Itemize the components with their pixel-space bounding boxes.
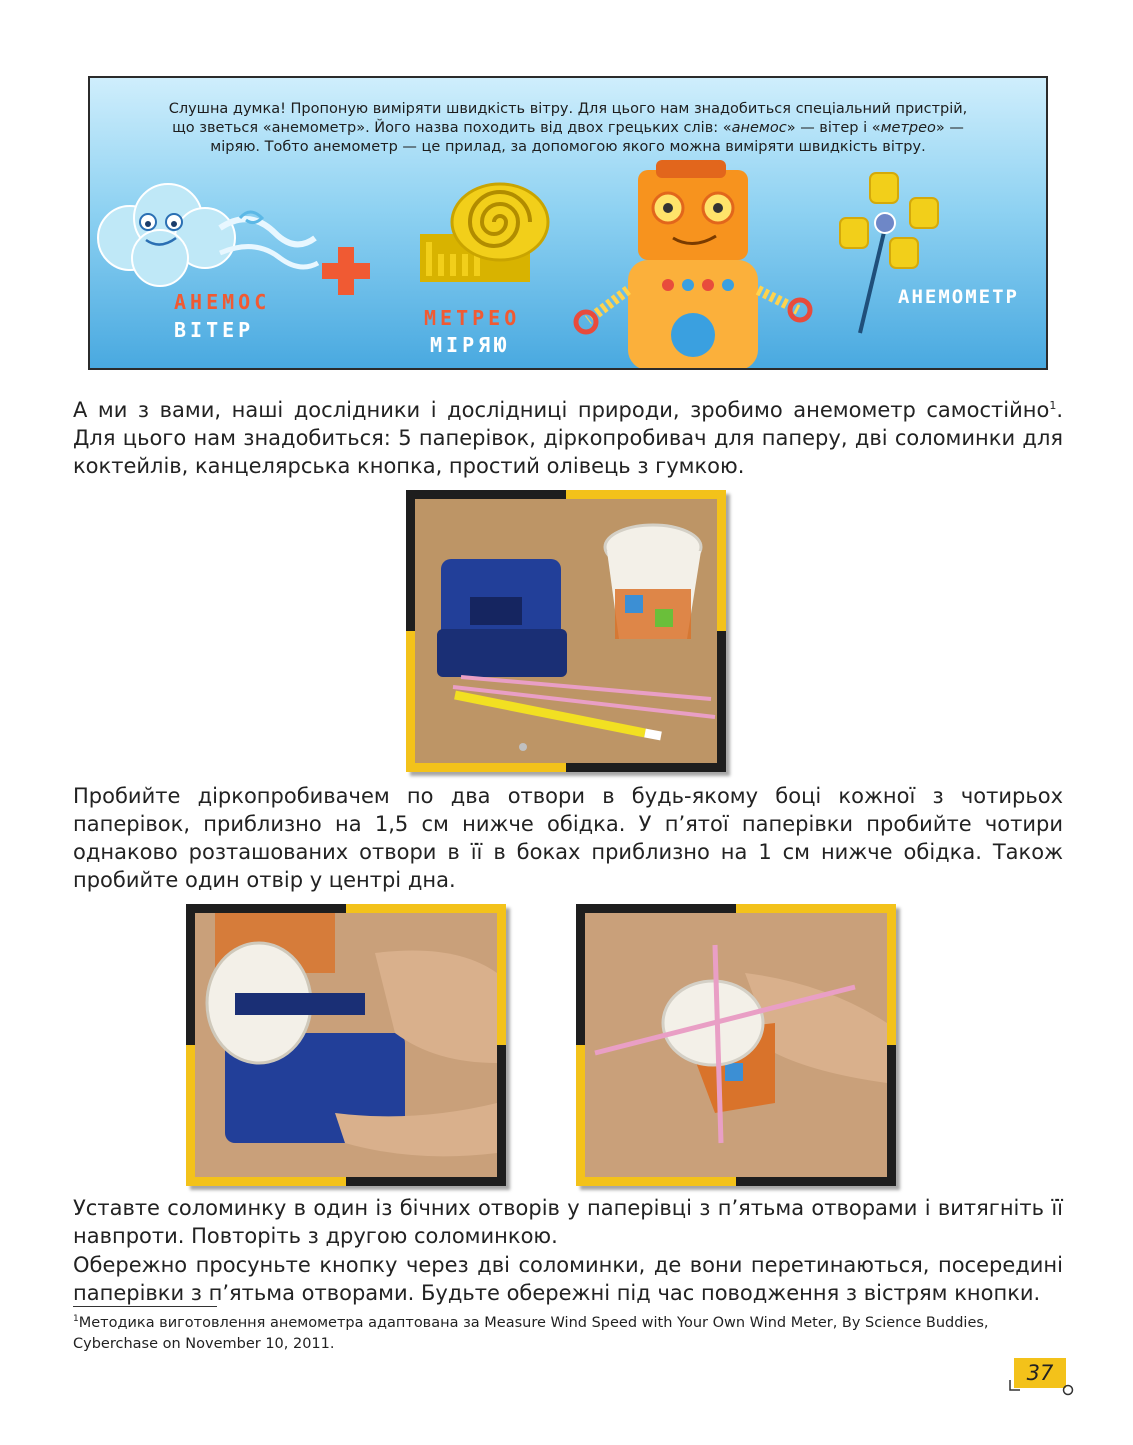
paragraph-push-pin: Обережно просуньте кнопку через дві соломинки, де вони перетинаються, посередині паперівки з п’ятьма отворами. Будьте обережні під час поводження з вістрям кнопки. bbox=[73, 1253, 1063, 1305]
banner-speech-text bbox=[120, 100, 1016, 157]
straws-in-cup-illustration bbox=[585, 913, 887, 1177]
wind-cloud-illustration bbox=[90, 178, 320, 288]
paragraph-insert-straws: Уставте соломинку в один із бічних отворів у паперівці з п’ятьма отворами і витягніть її навпроти. Повторіть з другою соломинкою. bbox=[73, 1196, 1063, 1248]
photo-straws-in-cup bbox=[576, 904, 896, 1186]
intro-banner bbox=[88, 76, 1048, 370]
punching-cup-illustration bbox=[195, 913, 497, 1177]
photo-materials bbox=[406, 490, 726, 772]
footnote-divider bbox=[73, 1306, 217, 1307]
banner-line-2: що зветься «анемометр». Його назва походить від двох грецьких слів: «анемос» — вітер і «метрео» — bbox=[172, 120, 964, 136]
tape-measure-icon bbox=[412, 180, 552, 290]
word-metreo: МЕТРЕО bbox=[424, 306, 521, 330]
anemometer-icon bbox=[830, 168, 940, 338]
paragraph-materials: А ми з вами, наші дослідники і дослідниці природи, зробимо анемометр самостійно$^1$. Для цього нам знадобиться: 5 паперівок, діркопробивач для паперу, дві соломинки для коктейлів, канцелярська кнопка, простий олівець з гумкою. bbox=[73, 398, 1063, 478]
plus-icon bbox=[318, 243, 374, 299]
word-miriayu: МІРЯЮ bbox=[430, 333, 511, 357]
word-anemos: АНЕМОС bbox=[174, 290, 271, 314]
banner-line-3: міряю. Тобто анемометр — це прилад, за допомогою якого можна виміряти швидкість вітру. bbox=[210, 139, 926, 155]
robot-illustration bbox=[568, 160, 828, 370]
paragraph-punch-holes: Пробийте діркопробивачем по два отвори в будь-якому боці кожної з чотирьох паперівок, приблизно на 1,5 см нижче обідка. У п’ятої паперівки пробийте чотири однаково розташованих отвори в її в боках приблизно на 1 см нижче обідка. Також пробийте один отвір у центрі дна. bbox=[73, 784, 1063, 892]
page-number: 37 bbox=[1014, 1358, 1066, 1388]
photo-punching-cup bbox=[186, 904, 506, 1186]
word-viter: ВІТЕР bbox=[174, 318, 255, 342]
word-anemometr: АНЕМОМЕТР bbox=[898, 286, 1019, 308]
footnote-ref[interactable]: 1 bbox=[1049, 399, 1057, 412]
banner-line-1: Слушна думка! Пропоную виміряти швидкість вітру. Для цього нам знадобиться спеціальний пристрій, bbox=[168, 101, 968, 117]
footnote: $^1$Методика виготовлення анемометра адаптована за Measure Wind Speed with Your Own Wind Meter, By Science Buddies, Cyberchase on November 10, 2011. bbox=[73, 1314, 989, 1352]
page-corner-decoration-icon bbox=[1006, 1378, 1076, 1398]
materials-illustration bbox=[415, 499, 717, 763]
